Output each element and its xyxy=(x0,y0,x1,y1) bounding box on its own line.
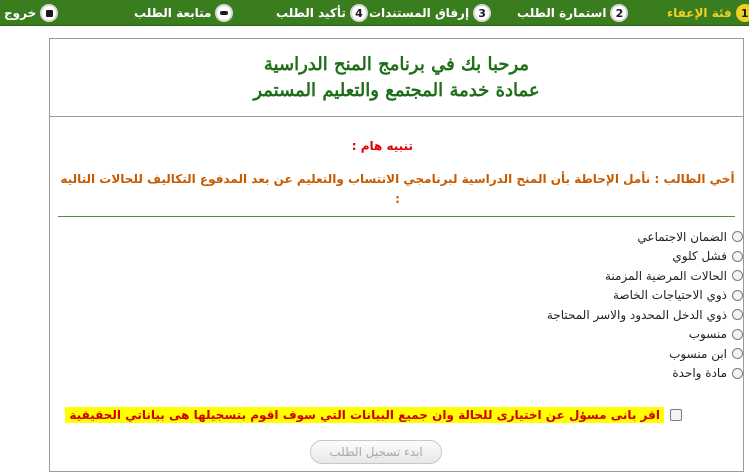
option-kidney-failure[interactable] xyxy=(423,247,743,267)
step-number-4: 4 xyxy=(350,4,368,22)
option-label: الحالات المرضية المزمنة xyxy=(605,268,727,283)
step-number-2: 2 xyxy=(610,4,628,22)
step-label: خروج xyxy=(4,6,37,20)
radio-button[interactable] xyxy=(732,251,743,262)
option-label: ذوي الدخل المحدود والاسر المحتاجة xyxy=(546,307,727,322)
option-employee-child[interactable] xyxy=(423,344,743,364)
option-chronic-illness[interactable] xyxy=(423,266,743,286)
option-special-needs[interactable] xyxy=(423,286,743,306)
step-confirm-request[interactable] xyxy=(276,3,368,23)
agreement-row[interactable] xyxy=(70,406,682,424)
option-label: منسوب xyxy=(688,327,727,342)
page-header xyxy=(50,39,743,117)
page-subtitle: عمادة خدمة المجتمع والتعليم المستمر xyxy=(253,79,540,101)
start-request-button[interactable]: ابدء تسجيل الطلب xyxy=(310,440,442,464)
notice-title: تنبيه هام : xyxy=(351,139,413,153)
option-label: الضمان الاجتماعي xyxy=(637,229,727,244)
step-label: تأكيد الطلب xyxy=(276,6,346,20)
option-label: ذوي الاحتياجات الخاصة xyxy=(612,288,727,303)
radio-button[interactable] xyxy=(732,290,743,301)
radio-button[interactable] xyxy=(732,348,743,359)
option-label: مادة واحدة xyxy=(672,366,727,381)
radio-button[interactable] xyxy=(732,270,743,281)
step-track-request[interactable] xyxy=(134,3,233,23)
option-label: فشل كلوي xyxy=(672,249,727,264)
step-label: إرفاق المستندات xyxy=(369,6,470,20)
option-single-course[interactable] xyxy=(423,364,743,384)
step-application-form[interactable] xyxy=(517,3,628,23)
radio-button[interactable] xyxy=(732,368,743,379)
steps-bar xyxy=(0,0,749,26)
agreement-checkbox[interactable] xyxy=(670,409,682,421)
step-number-3: 3 xyxy=(473,4,491,22)
option-low-income[interactable] xyxy=(423,305,743,325)
radio-button[interactable] xyxy=(732,231,743,242)
step-label: متابعة الطلب xyxy=(134,6,212,20)
step-number-1: 1 xyxy=(736,4,749,22)
option-social-security[interactable] xyxy=(423,227,743,247)
option-label: ابن منسوب xyxy=(669,346,727,361)
step-exemption-category[interactable] xyxy=(667,3,749,23)
radio-button[interactable] xyxy=(732,329,743,340)
main-panel xyxy=(49,38,744,472)
divider xyxy=(58,216,735,217)
square-icon xyxy=(40,4,58,22)
dash-icon xyxy=(215,4,233,22)
step-attach-documents[interactable] xyxy=(369,3,491,23)
page-title: مرحبا بك في برنامج المنح الدراسية xyxy=(263,53,530,75)
agreement-label: اقر بانى مسؤل عن اختيارى للحالة وان جميع البيانات التي سوف اقوم بتسجيلها هى بياناتي الحقيقية xyxy=(65,407,664,423)
option-employee[interactable] xyxy=(423,325,743,345)
notice-text: أخي الطالب : نأمل الإحاطة بأن المنح الدراسية لبرنامجي الانتساب والتعليم عن بعد المدفوع التكاليف للحالات التاليه : xyxy=(60,172,735,206)
radio-button[interactable] xyxy=(732,309,743,320)
step-logout[interactable] xyxy=(4,3,58,23)
step-label: فئة الإعفاء xyxy=(667,6,732,20)
step-label: استمارة الطلب xyxy=(517,6,607,20)
category-options xyxy=(423,227,743,383)
